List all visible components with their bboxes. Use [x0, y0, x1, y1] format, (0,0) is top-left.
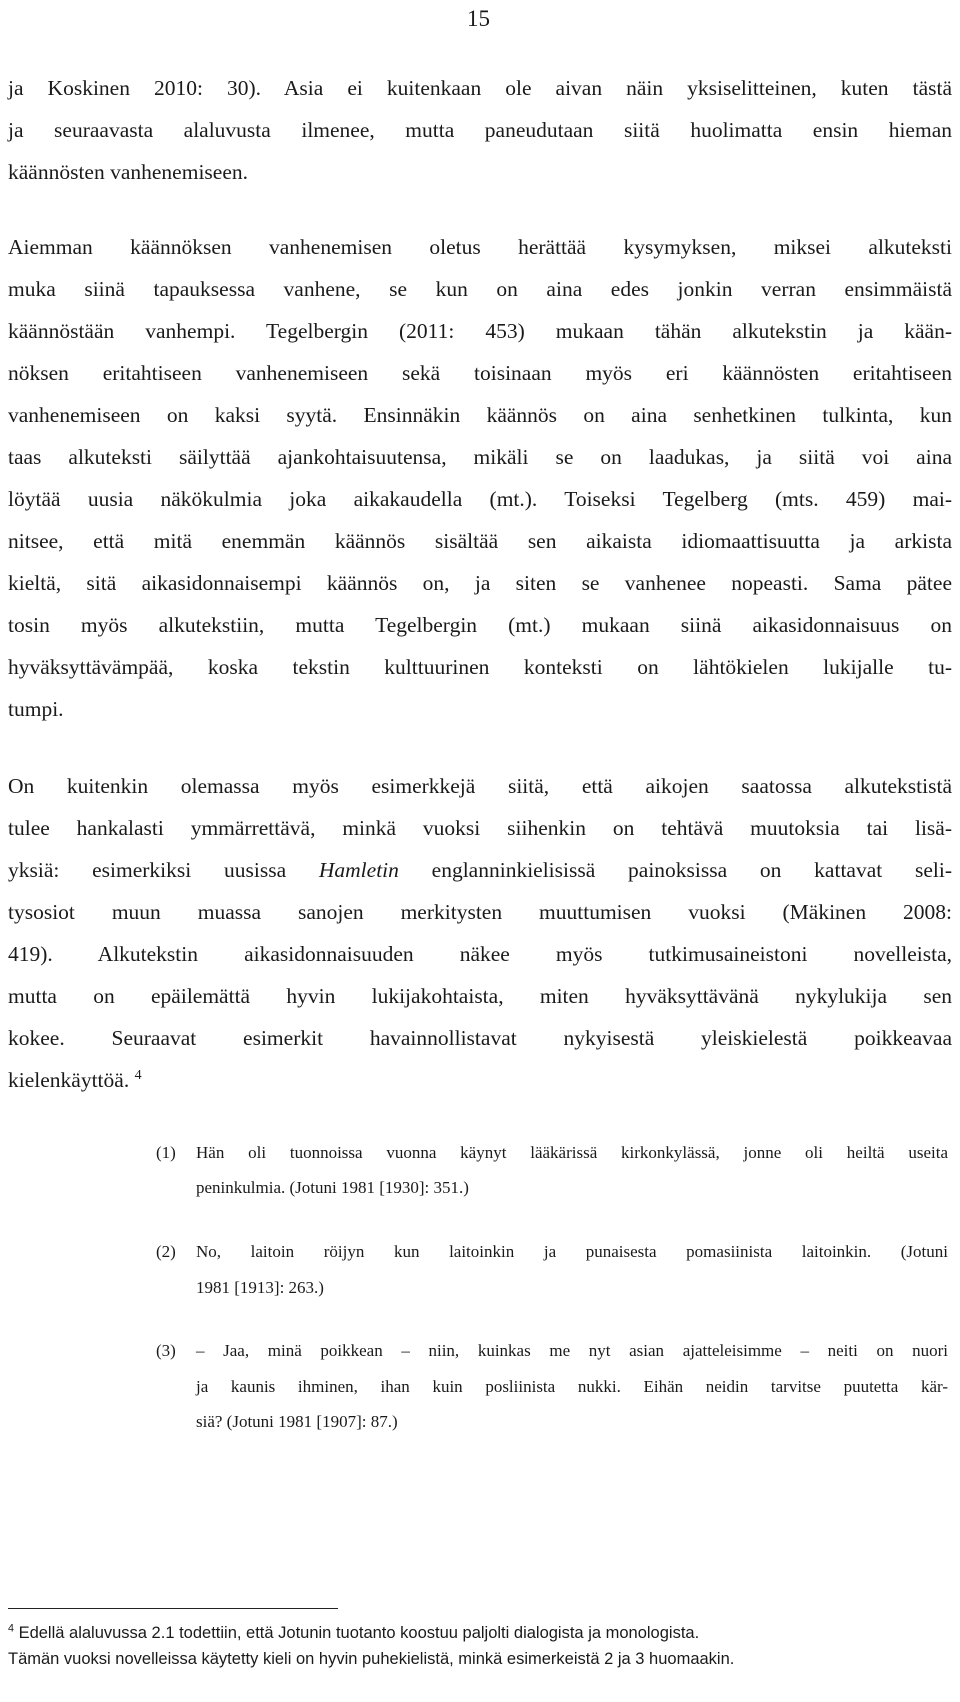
text-line [8, 855, 952, 885]
text-line: muka siinä tapauksessa vanhene, se kun on aina edes jonkin verran ensimmäistä [8, 277, 952, 301]
example-line: 1981 [1913]: 263.) [196, 1278, 324, 1297]
text-line: On kuitenkin olemassa myös esimerkkejä siitä, että aikojen saatossa alkutekstistä [8, 774, 952, 798]
italic-title-hamlet: Hamletin [318, 858, 399, 882]
text-line: nöksen eritahtiseen vanhenemiseen sekä toisinaan myös eri käännösten eritahtiseen [8, 361, 952, 385]
text-line: ja seuraavasta alaluvusta ilmenee, mutta paneudutaan siitä huolimatta ensin hieman [8, 118, 952, 142]
text-line: tumpi. [8, 697, 64, 721]
example-number: (1) [156, 1143, 176, 1162]
example-line: Hän oli tuonnoissa vuonna käynyt lääkärissä kirkonkylässä, jonne oli heiltä useita [196, 1143, 948, 1162]
text-line: tysosiot muun muassa sanojen merkitysten muuttumisen vuoksi (Mäkinen 2008: [8, 900, 952, 924]
text-line: tosin myös alkutekstiin, mutta Tegelbergin (mt.) mukaan siinä aikasidonnaisuus on [8, 613, 952, 637]
text-line: kokee. Seuraavat esimerkit havainnollistavat nykyisestä yleiskielestä poikkeavaa [8, 1026, 952, 1050]
text-line [8, 1065, 952, 1095]
text-span: yksiä: esimerkiksi uusissa [8, 858, 319, 882]
text-line: taas alkuteksti säilyttää ajankohtaisuutensa, mikäli se on laadukas, ja siitä voi aina [8, 445, 952, 469]
text-line: löytää uusia näkökulmia joka aikakaudella (mt.). Toiseksi Tegelberg (mts. 459) mai- [8, 487, 952, 511]
example-line: siä? (Jotuni 1981 [1907]: 87.) [196, 1412, 398, 1431]
example-number: (3) [156, 1341, 176, 1360]
footnote-line [8, 1622, 699, 1644]
example-line: ja kaunis ihminen, ihan kuin posliinista nukki. Eihän neidin tarvitse puutetta kär- [196, 1377, 948, 1396]
footnote-reference[interactable]: 4 [134, 1067, 142, 1083]
text-line: kieltä, sitä aikasidonnaisempi käännös on, ja siten se vanhenee nopeasti. Sama pätee [8, 571, 952, 595]
footnote-text: Edellä alaluvussa 2.1 todettiin, että Jotunin tuotanto koostuu paljolti dialogista ja monologista. [18, 1624, 700, 1642]
text-span: kielenkäyttöä. [8, 1068, 130, 1092]
footnote-line: Tämän vuoksi novelleissa käytetty kieli on hyvin puhekielistä, minkä esimerkeistä 2 ja 3 huomaakin. [8, 1650, 735, 1668]
text-line: käännöstään vanhempi. Tegelbergin (2011: 453) mukaan tähän alkutekstin ja kään- [8, 319, 952, 343]
text-line: 419). Alkutekstin aikasidonnaisuuden näkee myös tutkimusaineistoni novelleista, [8, 942, 952, 966]
example-number: (2) [156, 1242, 176, 1261]
text-line: vanhenemiseen on kaksi syytä. Ensinnäkin käännös on aina senhetkinen tulkinta, kun [8, 403, 952, 427]
footnote-marker: 4 [8, 1622, 14, 1635]
text-line: Aiemman käännöksen vanhenemisen oletus herättää kysymyksen, miksei alkuteksti [8, 235, 952, 259]
text-line: käännösten vanhenemiseen. [8, 160, 248, 184]
text-line: ja Koskinen 2010: 30). Asia ei kuitenkaan ole aivan näin yksiselitteinen, kuten tästä [8, 76, 952, 100]
example-line: – Jaa, minä poikkean – niin, kuinkas me nyt asian ajatteleisimme – neiti on nuori [196, 1341, 948, 1360]
footnote-separator [8, 1608, 338, 1609]
text-span: englanninkielisissä painoksissa on kattavat seli- [398, 858, 952, 882]
example-line: peninkulmia. (Jotuni 1981 [1930]: 351.) [196, 1178, 469, 1197]
page-number: 15 [467, 6, 490, 31]
text-line: mutta on epäilemättä hyvin lukijakohtaista, miten hyväksyttävänä nykylukija sen [8, 984, 952, 1008]
text-line: hyväksyttävämpää, koska tekstin kulttuurinen konteksti on lähtökielen lukijalle tu- [8, 655, 952, 679]
example-line: No, laitoin röijyn kun laitoinkin ja punaisesta pomasiinista laitoinkin. (Jotuni [196, 1242, 948, 1261]
text-line: tulee hankalasti ymmärrettävä, minkä vuoksi siihenkin on tehtävä muutoksia tai lisä- [8, 816, 952, 840]
text-line: nitsee, että mitä enemmän käännös sisältää sen aikaista idiomaattisuutta ja arkista [8, 529, 952, 553]
